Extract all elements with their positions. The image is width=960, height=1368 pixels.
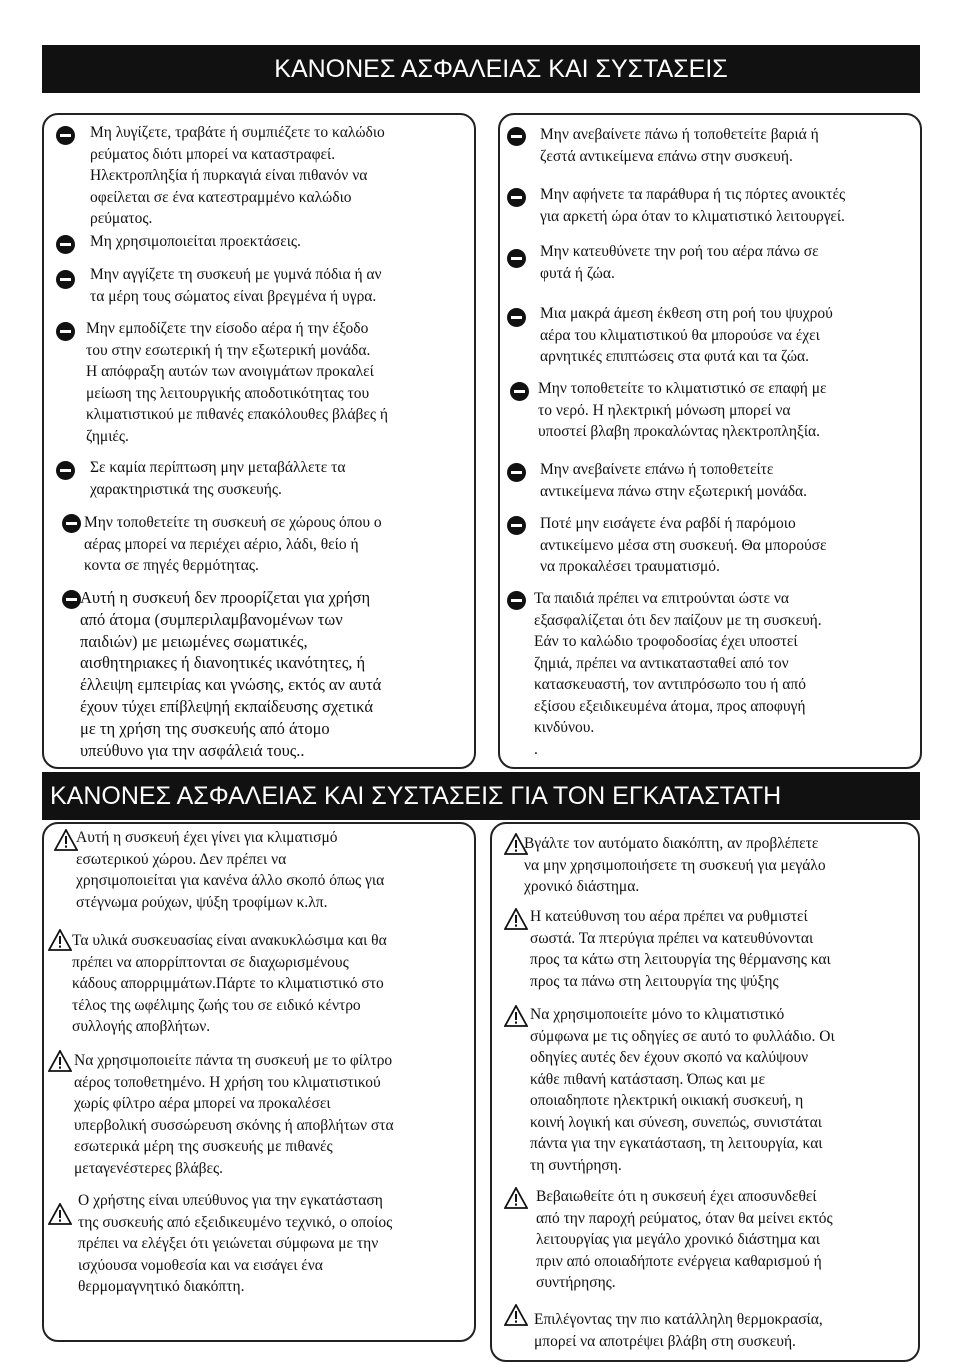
warning-text: Αυτή η συσκευή έχει γίνει για κλιματισμό εσωτερικού χώρου. Δεν πρέπει να χρησιμοποιείται για κανένα άλλο σκοπό όπως για στέγνωμα ρούχων, ψύξη τροφίμων κ.λπ. (76, 829, 385, 911)
installer-rules-banner (42, 772, 920, 820)
prohibition-text: Μην ανεβαίνετε πάνω ή τοποθετείτε βαριά ή ζεστά αντικείμενα επάνω στην συσκευή. (540, 126, 819, 165)
prohibition-icon (507, 463, 526, 482)
warning-text: Η κατεύθυνση του αέρα πρέπει να ρυθμιστεί σωστά. Τα πτερύγια πρέπει να κατευθύνονται προς τα κάτω στη λειτουργία της θέρμανσης και προς τα πάνω στη λειτουργία της ψύξης (530, 908, 831, 990)
warning-text: Να χρησιμοποιείτε μόνο το κλιματιστικό σύμφωνα με τις οδηγίες σε αυτό το φυλλάδιο. Οι οδηγίες αυτές δεν έχουν σκοπό να καλύψουν κάθε πιθανή κατάσταση. Όπως και με οποιαδηποτε ηλεκτρική οικιακή συσκευή, η κοινή λογική και σύνεση, συνεπώς, συνιστάται πάντα για την εγκατάσταση, τη λειτουργία, και τη συντήρηση. (530, 1006, 835, 1174)
prohibition-icon (62, 590, 81, 609)
prohibition-icon (507, 127, 526, 146)
prohibition-icon (56, 461, 75, 480)
prohibition-text: Μη λυγίζετε, τραβάτε ή συμπιέζετε το καλώδιο ρεύματος διότι μπορεί να καταστραφεί. Ηλεκτροπληξία ή πυρκαγιά είναι πιθανόν να οφείλεται σε ένα κατεστραμμένο καλώδιο ρεύματος. (90, 124, 385, 227)
prohibition-text: Ποτέ μην εισάγετε ένα ραβδί ή παρόμοιο αντικείμενο μέσα στη συσκευή. Θα μπορούσε να προκαλέσει τραυματισμό. (540, 515, 827, 575)
warning-text: Επιλέγοντας την πιο κατάλληλη θερμοκρασία, μπορεί να αποτρέψει βλάβη στη συσκευή. (534, 1311, 823, 1350)
prohibition-text: Μια μακρά άμεση έκθεση στη ροή του ψυχρού αέρα του κλιματιστικού θα μπορούσε να έχει αρνητικές επιπτώσεις στα φυτά και τα ζώα. (540, 305, 833, 365)
warning-icon (54, 829, 78, 851)
warning-icon (504, 1304, 528, 1326)
prohibition-icon (507, 249, 526, 268)
prohibition-text: Σε καμία περίπτωση μην μεταβάλλετε τα χαρακτηριστικά της συσκευής. (90, 459, 346, 498)
prohibition-text: Μην εμποδίζετε την είσοδο αέρα ή την έξοδο του στην εσωτερική ή την εξωτερική μονάδα. Η απόφραξη αυτών των ανοιγμάτων προκαλεί μείωση της λειτουργικής αποδοτικότητας του κλιματιστικού με πιθανές επακόλουθες βλάβες ή ζημιές. (86, 320, 389, 445)
installer-section-title: ΚΑΝΟΝΕΣ ΑΣΦΑΛΕΙΑΣ ΚΑΙ ΣΥΣΤΑΣΕΙΣ ΓΙΑ ΤΟΝ ΕΓΚΑΤΑΣΤΑΤΗ (50, 781, 782, 810)
prohibition-icon (56, 126, 75, 145)
safety-rules-banner (42, 45, 920, 93)
prohibition-text: Μην ανεβαίνετε επάνω ή τοποθετείτε αντικείμενα πάνω στην εξωτερική μονάδα. (540, 461, 807, 500)
warning-icon (48, 929, 72, 951)
warning-text: Ο χρήστης είναι υπεύθυνος για την εγκατάσταση της συσκευής από εξειδικευμένο τεχνικό, ο οποίος πρέπει να ελέγξει ότι γειώνεται σύμφωνα με την ισχύουσα νομοθεσία και να εισάγει ένα θερμομαγνητικό διακόπτη. (78, 1192, 393, 1295)
warning-text: Να χρησιμοποιείτε πάντα τη συσκευή με το φίλτρο αέρος τοποθετημένο. Η χρήση του κλιματιστικού χωρίς φίλτρο αέρα μπορεί να προκαλέσει υπερβολική συσσώρευση σκόνης ή αποβλήτων στα εσωτερικά μέρη της συσκευής με πιθανές μεταγενέστερες βλάβες. (74, 1052, 394, 1177)
prohibition-icon (507, 591, 526, 610)
prohibition-text: Μην αγγίζετε τη συσκευή με γυμνά πόδια ή αν τα μέρη τους σώματος είναι βρεγμένα ή υγρα. (90, 266, 382, 305)
warning-text: Τα υλικά συσκευασίας είναι ανακυκλώσιμα και θα πρέπει να απορρίπτονται σε διαχωρισμένους κάδους απορριμμάτων.Πάρτε το κλιματιστικό στο τέλος της ωφέλιμης ζωής του σε ειδικό κέντρο συλλογής αποβλήτων. (72, 932, 387, 1035)
prohibition-text: Μην κατευθύνετε την ροή του αέρα πάνω σε φυτά ή ζώα. (540, 243, 819, 282)
prohibition-icon (56, 322, 75, 341)
warning-icon (504, 908, 528, 930)
warning-icon (504, 1187, 528, 1209)
prohibition-text: Τα παιδιά πρέπει να επιτρούνται ώστε να εξασφαλίζεται ότι δεν παίζουν με τη συσκευή. Εάν το καλώδιο τροφοδοσίας έχει υποστεί ζημιά, πρέπει να αντικατασταθεί από τον κατασκευαστή, τον αντιπρόσωπο του ή από εξίσου εξειδικευμένα άτομα, προς αποφυγή κινδύνου. . (534, 590, 822, 758)
warning-icon (504, 1005, 528, 1027)
warning-text: Βγάλτε τον αυτόματο διακόπτη, αν προβλέπετε να μην χρησιμοποιήσετε τη συσκευή για μεγάλο χρονικό διάστημα. (524, 835, 826, 895)
prohibition-icon (507, 308, 526, 327)
prohibition-text: Αυτή η συσκευή δεν προορίζεται για χρήση από άτομα (συμπεριλαμβανομένων των παιδιών) με μειωμένες σωματικές, αισθητηριακες ή διανοητικές ικανότητες, ή έλλειψη εμπειρίας και γνώσης, εκτός αν αυτά έχουν τύχει επίβλεψηή εκπαίδευσης σχετικά με τη χρήση της συσκευής από άτομο υπεύθυνο για την ασφάλειά τους.. (80, 588, 382, 760)
prohibition-icon (510, 382, 529, 401)
page-title: ΚΑΝΟΝΕΣ ΑΣΦΑΛΕΙΑΣ ΚΑΙ ΣΥΣΤΑΣΕΙΣ (274, 54, 728, 83)
prohibition-text: Μην τοποθετείτε τη συσκευή σε χώρους όπου ο αέρας μπορεί να περιέχει αέριο, λάδι, θείο ή κοντα σε πηγές θερμότητας. (84, 514, 382, 574)
prohibition-text: Μην τοποθετείτε το κλιματιστικό σε επαφή με το νερό. Η ηλεκτρική μόνωση μπορεί να υποστεί βλαβη προκαλώντας ηλεκτροπληξία. (538, 380, 827, 440)
warning-text: Βεβαιωθείτε ότι η συκσευή έχει αποσυνδεθεί από την παροχή ρεύματος, όταν θα μείνει εκτός λειτουργίας για μεγάλο χρονικό διάστημα και πριν από οποιαδήποτε ενέργεια καθαρισμού ή συντήρησης. (536, 1188, 833, 1291)
prohibition-icon (507, 516, 526, 535)
prohibition-icon (56, 235, 75, 254)
prohibition-icon (56, 270, 75, 289)
prohibition-text: Μη χρησιμοποιείται προεκτάσεις. (90, 233, 301, 250)
warning-icon (48, 1203, 72, 1225)
warning-icon (48, 1050, 72, 1072)
prohibition-icon (507, 188, 526, 207)
prohibition-icon (62, 514, 81, 533)
prohibition-text: Μην αφήνετε τα παράθυρα ή τις πόρτες ανοικτές για αρκετή ώρα όταν το κλιματιστικό λειτουργεί. (540, 186, 846, 225)
